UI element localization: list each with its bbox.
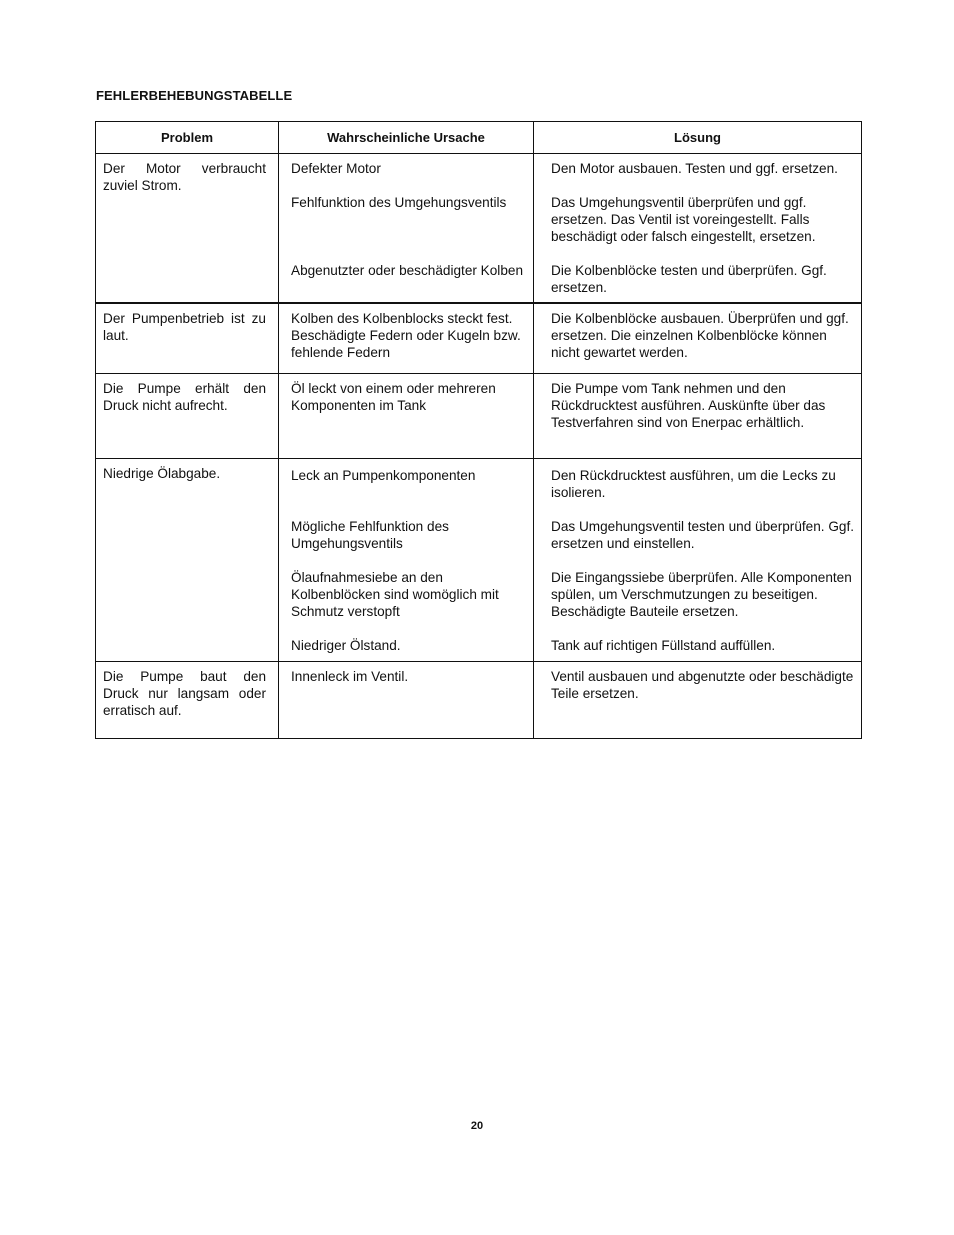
cause-text: Fehlfunktion des Umgehungsventils [291, 195, 507, 210]
cause-cell [279, 459, 534, 661]
solution-text: Die Kolbenblöcke ausbauen. Überprüfen und ggf. ersetzen. Die einzelnen Kolbenblöcke können nicht gewartet werden. [551, 311, 849, 361]
solution-text: Den Rückdrucktest ausführen, um die Lecks zu isolieren. [551, 468, 836, 501]
table-row [96, 154, 861, 304]
solution-text: Tank auf richtigen Füllstand auffüllen. [551, 638, 776, 653]
cause-text: Kolben des Kolbenblocks steckt fest. Beschädigte Federn oder Kugeln bzw. fehlende Federn [291, 311, 521, 361]
problem-cell: Die Pumpe baut den Druck nur langsam oder erratisch auf. [96, 662, 279, 738]
cause-cell [279, 374, 534, 458]
solution-cell [534, 304, 861, 373]
problem-cell: Die Pumpe erhält den Druck nicht aufrecht. [96, 374, 279, 458]
cause-cell [279, 304, 534, 373]
table-row [96, 459, 861, 662]
cause-text: Niedriger Ölstand. [291, 638, 401, 653]
solution-cell [534, 459, 861, 661]
cause-text: Leck an Pumpenkomponenten [291, 468, 476, 483]
table-row [96, 662, 861, 738]
table-row [96, 374, 861, 459]
cause-cell [279, 662, 534, 738]
solution-text: Ventil ausbauen und abgenutzte oder beschädigte Teile ersetzen. [551, 669, 854, 702]
solution-cell [534, 662, 861, 738]
table-title: FEHLERBEHEBUNGSTABELLE [96, 88, 293, 103]
cause-text: Öl leckt von einem oder mehreren Komponenten im Tank [291, 381, 496, 414]
header-solution: Lösung [674, 130, 721, 145]
solution-cell [534, 374, 861, 458]
problem-cell: Der Pumpenbetrieb ist zu laut. [96, 304, 279, 373]
solution-text: Die Eingangssiebe überprüfen. Alle Komponenten spülen, um Verschmutzungen zu beseitigen. Beschädigte Bauteile ersetzen. [551, 570, 852, 620]
solution-text: Die Kolbenblöcke testen und überprüfen. Ggf. ersetzen. [551, 263, 827, 296]
table-row [96, 304, 861, 374]
problem-cell: Niedrige Ölabgabe. [96, 459, 279, 661]
cause-text: Ölaufnahmesiebe an den Kolbenblöcken sind womöglich mit Schmutz verstopft [291, 570, 499, 620]
solution-cell [534, 154, 861, 302]
cause-text: Defekter Motor [291, 161, 381, 176]
page-number: 20 [470, 1120, 484, 1132]
solution-text: Die Pumpe vom Tank nehmen und den Rückdrucktest ausführen. Auskünfte über das Testverfahren sind von Enerpac erhältlich. [551, 381, 826, 431]
solution-text: Das Umgehungsventil überprüfen und ggf. ersetzen. Das Ventil ist voreingestellt. Falls beschädigt oder falsch eingestellt, ersetzen. [551, 195, 816, 245]
header-cause: Wahrscheinliche Ursache [279, 122, 534, 153]
header-problem: Problem [96, 122, 279, 153]
cause-text: Mögliche Fehlfunktion des Umgehungsventils [291, 519, 449, 552]
cause-text: Innenleck im Ventil. [291, 669, 409, 684]
troubleshooting-table [95, 121, 862, 739]
cause-cell [279, 154, 534, 302]
problem-cell: Der Motor verbraucht zuviel Strom. [96, 154, 279, 302]
solution-text: Das Umgehungsventil testen und überprüfen. Ggf. ersetzen und einstellen. [551, 519, 855, 552]
solution-text: Den Motor ausbauen. Testen und ggf. ersetzen. [551, 161, 838, 176]
cause-text: Abgenutzter oder beschädigter Kolben [291, 263, 524, 278]
table-header-row [96, 122, 861, 154]
